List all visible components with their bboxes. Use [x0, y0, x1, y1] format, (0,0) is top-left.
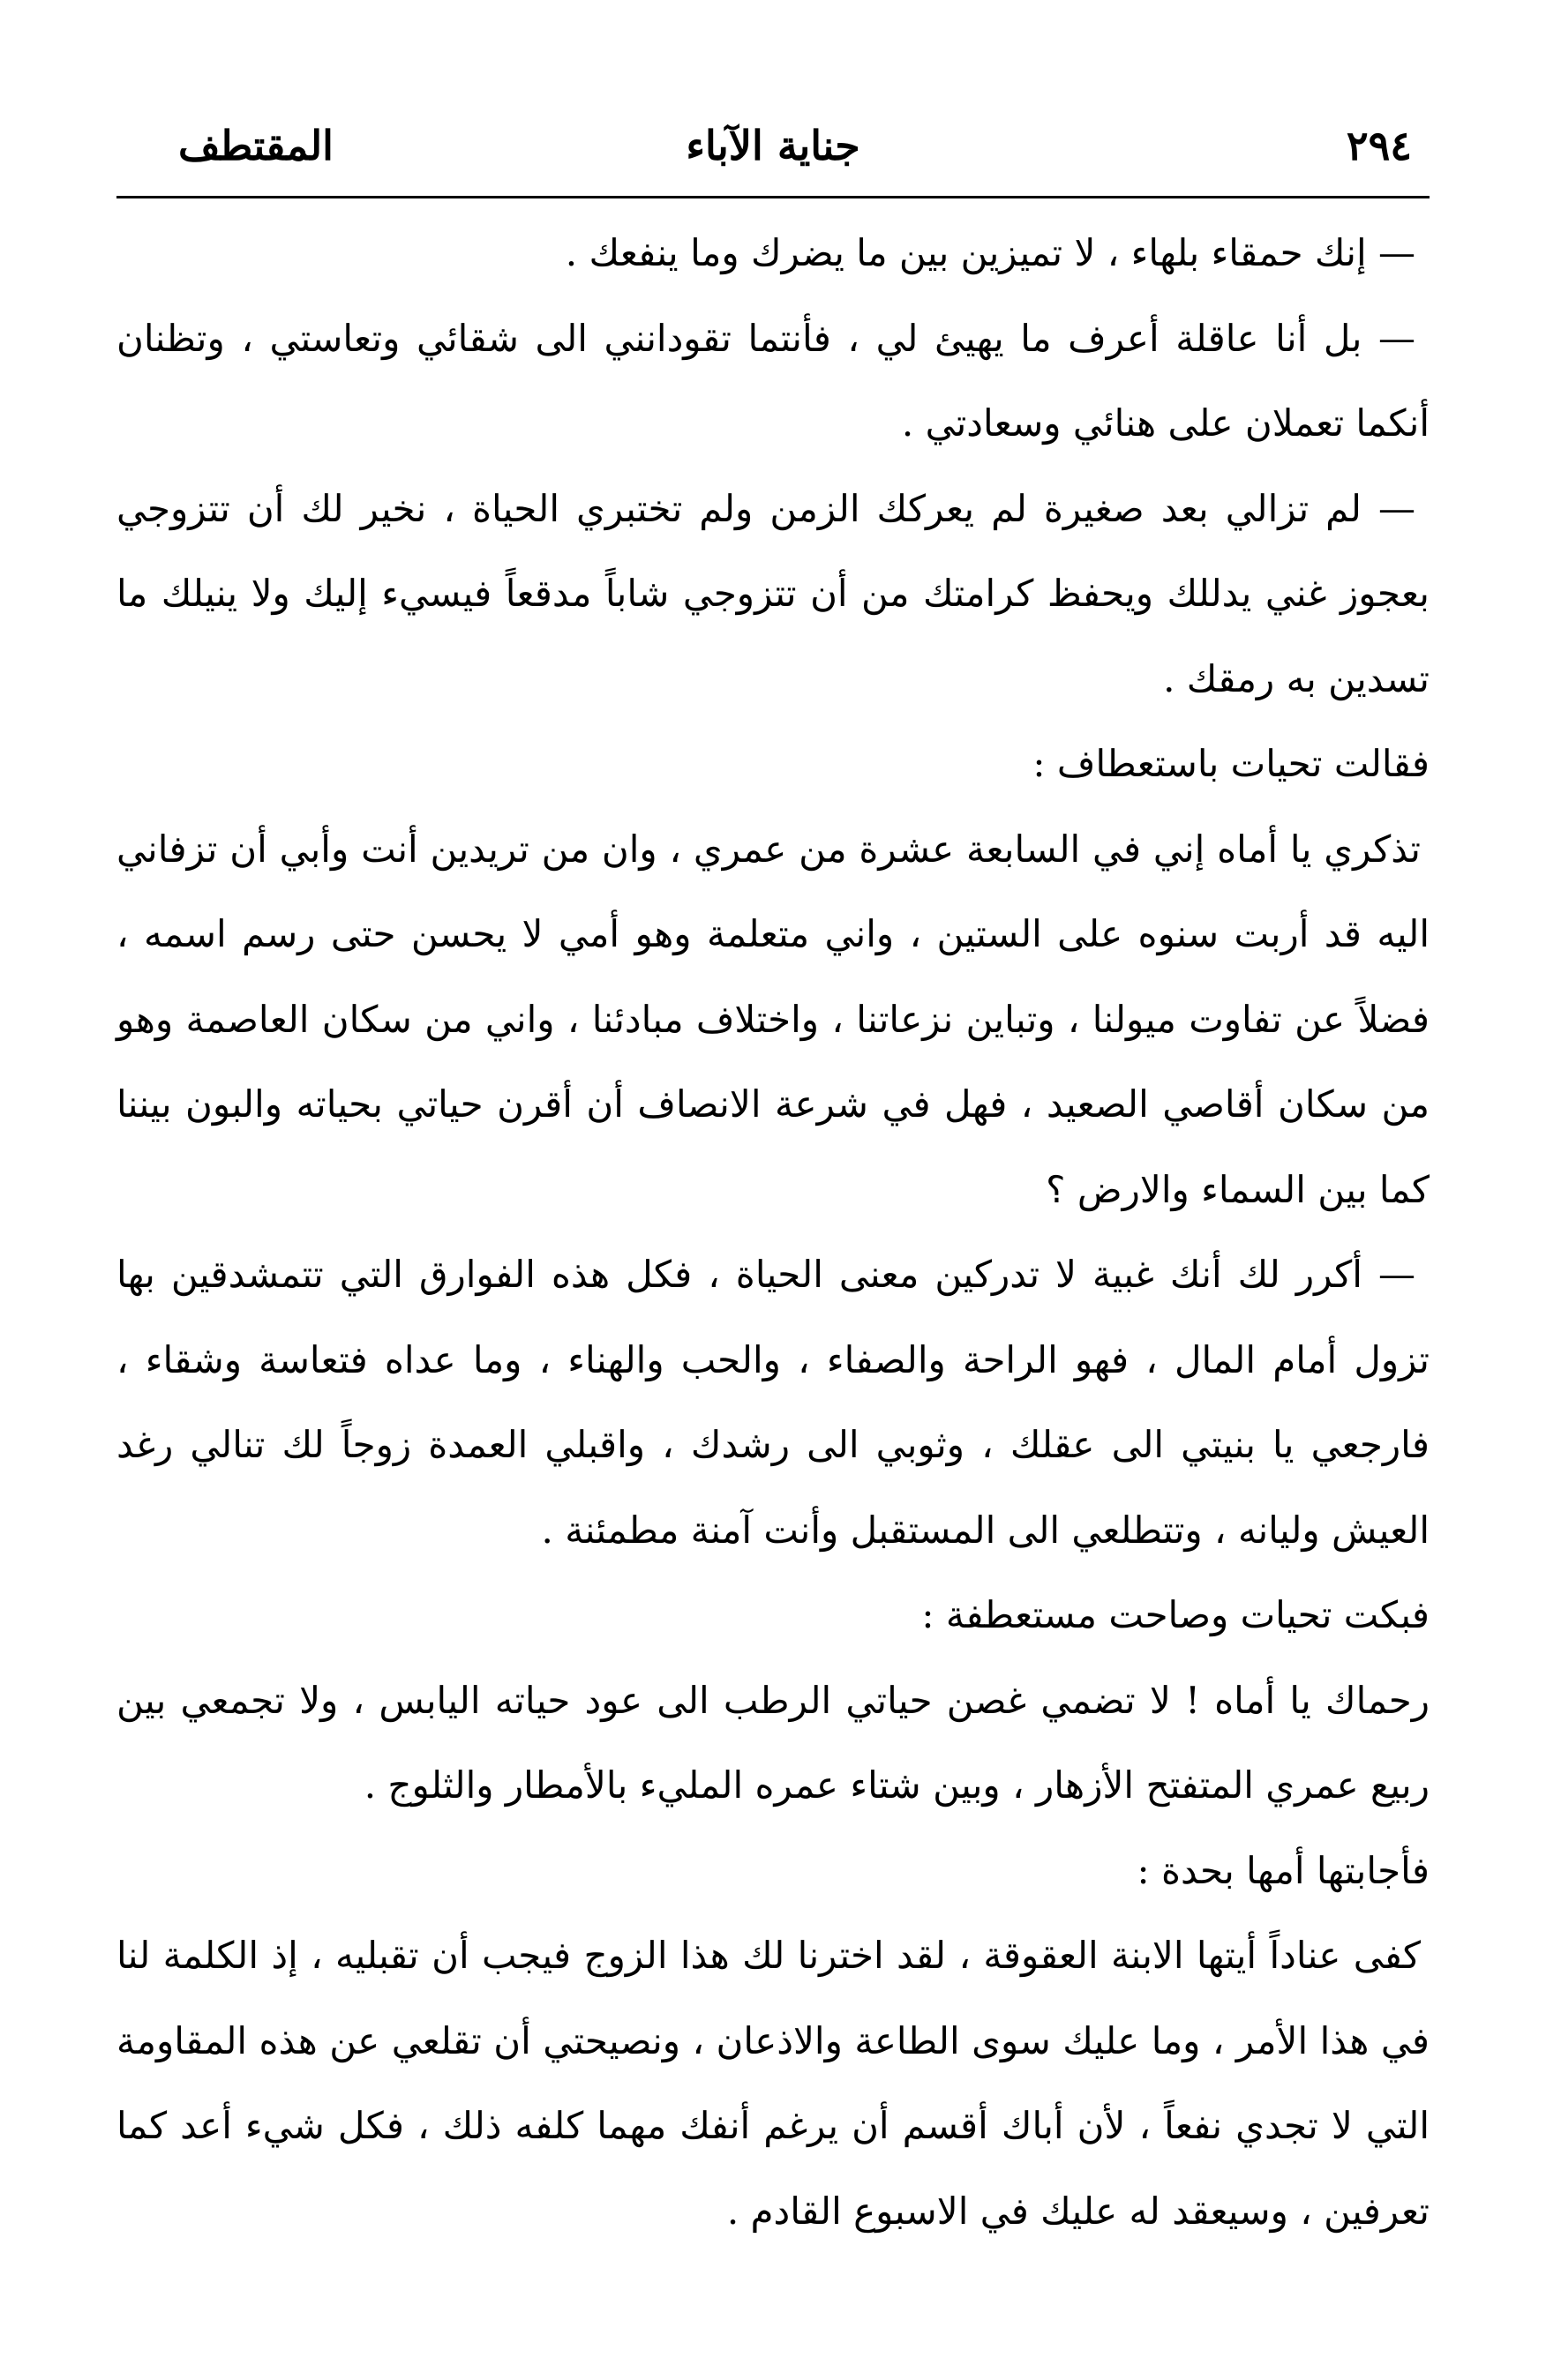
narration-paragraph-1: فقالت تحيات باستعطاف :	[1032, 742, 1430, 785]
running-header	[116, 115, 1430, 176]
dialogue-paragraph-5: — أكرر لك أنك غبية لا تدركين معنى الحياة ، فكل هذه الفوارق التي تتمشدقين بها تزول أمام المال ، فهو الراحة والصفاء ، والحب والهناء ، وما عداه فتعاسة وشقاء ، فارجعي يا بنيتي الى عقلك ، وثوبي الى رشدك ، واقبلي العمدة زوجاً لك تنالي رغد العيش وليانه ، وتتطلعي الى المستقبل وأنت آمنة مطمئنة .	[116, 1253, 1430, 1552]
journal-name: المقتطف	[178, 122, 334, 169]
dialogue-paragraph-3: — لم تزالي بعد صغيرة لم يعركك الزمن ولم تختبري الحياة ، نخير لك أن تتزوجي بعجوز غني يدللك ويحفظ كرامتك من أن تتزوجي شاباً مدقعاً فيسيء إليك ولا ينيلك ما تسدين به رمقك .	[116, 486, 1430, 700]
page-number: ٢٩٤	[1346, 122, 1412, 169]
header-rule	[116, 196, 1430, 198]
dialogue-paragraph-6: رحماك يا أماه ! لا تضمي غصن حياتي الرطب الى عود حياته اليابس ، ولا تجمعي بين ربيع عمري المتفتح الأزهار ، وبين شتاء عمره المليء بالأمطار والثلوج .	[116, 1678, 1430, 1807]
dialogue-paragraph-2: — بل أنا عاقلة أعرف ما يهيئ لي ، فأنتما تقودانني الى شقائي وتعاستي ، وتظنان أنكما تعملان على هنائي وسعادتي .	[116, 316, 1430, 445]
narration-paragraph-2: فبكت تحيات وصاحت مستعطفة :	[921, 1593, 1430, 1636]
dialogue-paragraph-7: كفى عناداً أيتها الابنة العقوقة ، لقد اخترنا لك هذا الزوج فيجب أن تقبليه ، إذ الكلمة لنا في هذا الأمر ، وما عليك سوى الطاعة والاذعان ، ونصيحتي أن تقلعي عن هذه المقاومة التي لا تجدي نفعاً ، لأن أباك أقسم أن يرغم أنفك مهما كلفه ذلك ، فكل شيء أعد كما تعرفين ، وسيعقد له عليك في الاسبوع القادم .	[116, 1934, 1430, 2233]
page-body	[116, 211, 1430, 2254]
narration-paragraph-3: فأجابتها أمها بحدة :	[1137, 1848, 1430, 1892]
running-title: جناية الآباء	[686, 122, 860, 169]
dialogue-paragraph-1: — إنك حمقاء بلهاء ، لا تميزين بين ما يضرك وما ينفعك .	[565, 231, 1415, 274]
dialogue-paragraph-4: تذكري يا أماه إني في السابعة عشرة من عمري ، وان من تريدين أنت وأبي أن تزفاني اليه قد أربت سنوه على الستين ، واني متعلمة وهو أمي لا يحسن حتى رسم اسمه ، فضلاً عن تفاوت ميولنا ، وتباين نزعاتنا ، واختلاف مبادئنا ، واني من سكان العاصمة وهو من سكان أقاصي الصعيد ، فهل في شرعة الانصاف أن أقرن حياتي بحياته والبون بيننا كما بين السماء والارض ؟	[116, 827, 1430, 1211]
